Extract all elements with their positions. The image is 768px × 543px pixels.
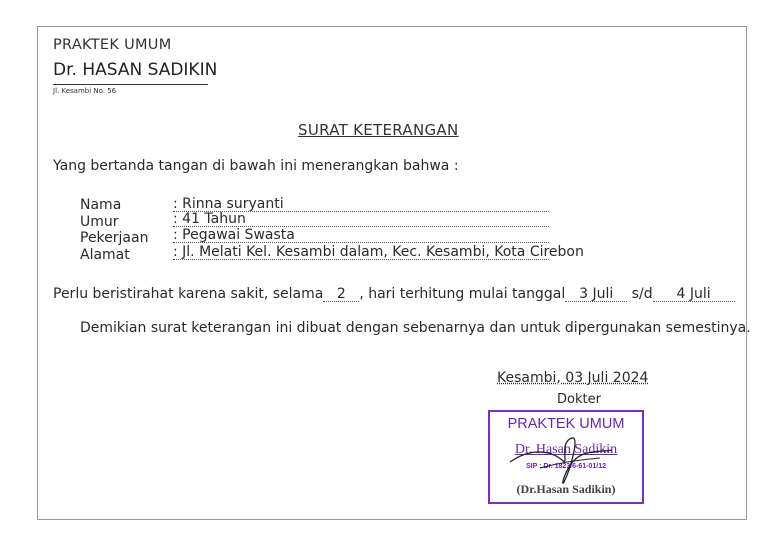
practice-heading: PRAKTEK UMUM xyxy=(53,37,172,53)
stamp-license: SIP : Dr. 1823/6-61-01/12 xyxy=(525,463,607,470)
doctor-name: Dr. HASAN SADIKIN xyxy=(53,60,218,80)
closing-statement: Demikian surat keterangan ini dibuat dengan sebenarnya dan untuk dipergunakan semestinya. xyxy=(80,320,751,336)
signature-scribble xyxy=(500,420,620,500)
label-name: Nama xyxy=(80,197,122,213)
stamp-practice: PRAKTEK UMUM xyxy=(507,416,625,432)
place-date: Kesambi, 03 Juli 2024 xyxy=(497,370,649,386)
label-address: Alamat xyxy=(80,247,130,263)
value-name: : Rinna suryanti xyxy=(173,197,549,212)
value-age: : 41 Tahun xyxy=(173,212,549,227)
stamp-signer: (Dr.Hasan Sadikin) xyxy=(516,482,616,496)
document-title: SURAT KETERANGAN xyxy=(298,121,459,139)
label-age: Umur xyxy=(80,214,119,230)
sick-leave-text-2: , hari terhitung mulai tanggal xyxy=(359,286,566,302)
intro-text: Yang bertanda tangan di bawah ini menerangkan bahwa : xyxy=(53,158,459,174)
sick-leave-line xyxy=(53,286,735,302)
stamp-doctor: Dr. Hasan Sadikin xyxy=(514,442,618,457)
sick-end-date: 4 Juli xyxy=(653,287,735,302)
sick-days: 2 xyxy=(323,287,359,302)
sick-leave-text-1: Perlu beristirahat karena sakit, selama xyxy=(53,286,324,302)
name-underline xyxy=(53,84,208,85)
signer-role: Dokter xyxy=(557,392,601,407)
label-occupation: Pekerjaan xyxy=(80,230,149,246)
value-address: : Jl. Melati Kel. Kesambi dalam, Kec. Kesambi, Kota Cirebon xyxy=(173,244,584,260)
sick-leave-sep: s/d xyxy=(627,286,653,302)
practice-address: Jl. Kesambi No. 56 xyxy=(53,87,117,95)
value-occupation: : Pegawai Swasta xyxy=(173,228,549,243)
sick-start-date: 3 Juli xyxy=(565,287,627,302)
